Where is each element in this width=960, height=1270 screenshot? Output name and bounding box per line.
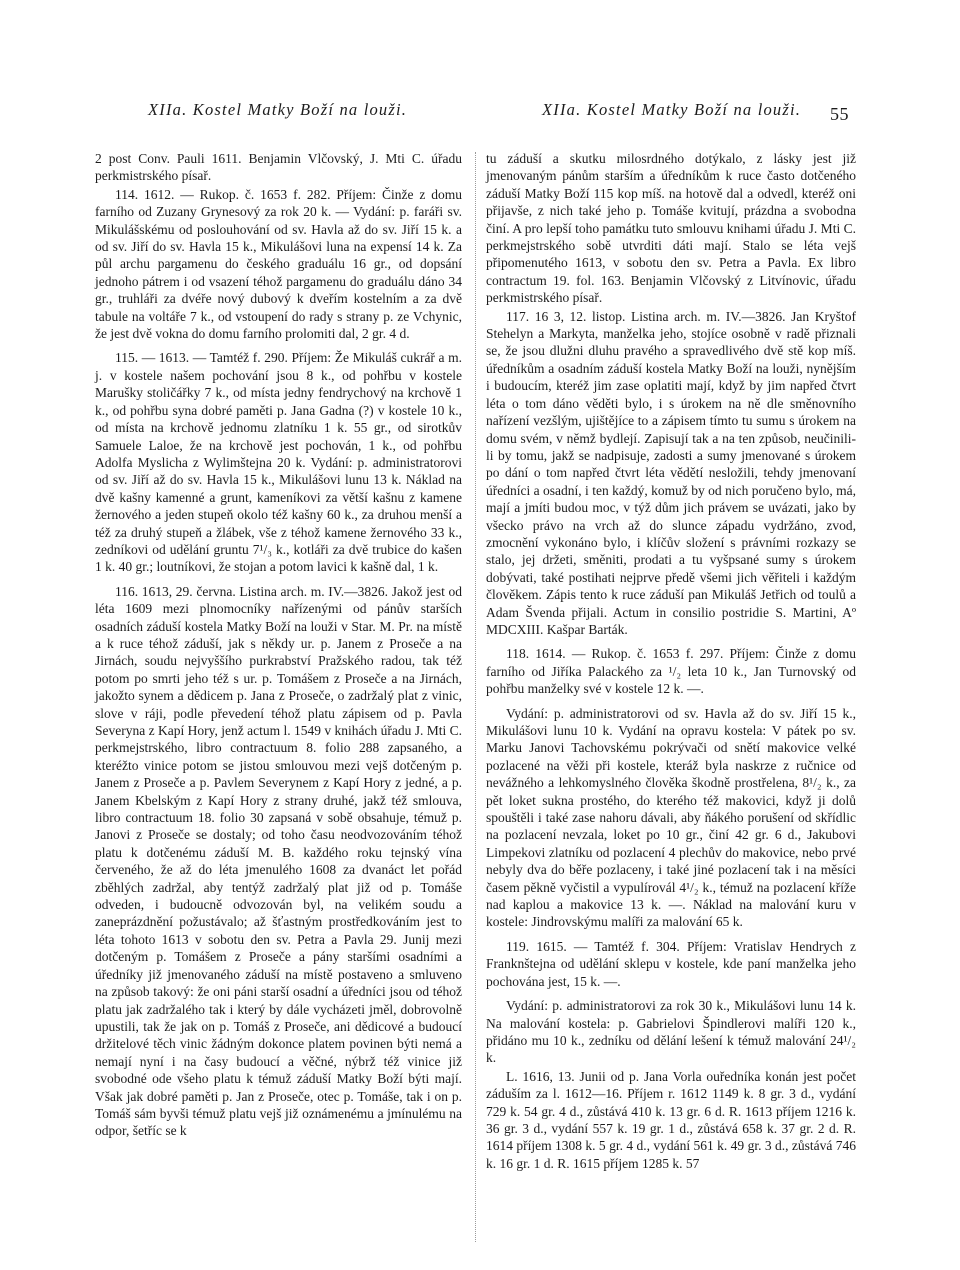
paragraph: 117. 16 3, 12. listop. Listina arch. m. IV.—3826. Jan Kryštof Stehelyn a Markyta, manželka jeho, stojíce osobně v radě přiznali se, že jsou dlužni dluhu pravého a spravedlivého dvě stě kop míš. úředníkům a osadním záduší kostela Matky Boží na louži, nynějším i budoucím, kteréž jim zase oplatiti mají, když by jim napřed čtvrt léta o tom dáno věděti bylo, i s úrokem na ně dle směnovního nařízení vezšlým, ujištějíce to a zápisem tímto tu sumu s úrokem na domu svém, v němž bydlejí. Zapisují tak a na ten způsob, neučinili-li by tomu, jakž se nadpisuje, zadosti a sumy jmenované s úrokem po dání o tom napřed čtvrt léta vědětí nesložili, tehdy jmenovaní úředníci a osadní, i ten každý, komuž by od nich poručeno bylo, má, mají a jmíti budou moc, v týž dům jich právem se uvázati, jako by všecko právo na vrch až do slunce západu vydržáno, zvod, zmocnění vykonáno bylo, i klíčův složení s právními rozkazy se stalo, jej držeti, směniti, prodati a tu vyšpsané sumy s úrokem dobývati, také postihati nejprve předě všemi jich věřiteli i každým člověkem. Zápis tento k ruce záduší pan Mikuláš Jetřich od toulů a Adam Švenda přijali. Actum in consilio postridie S. Martini, Aº MDCXIII. Kašpar Barták. [486, 308, 856, 637]
paragraph: 2 post Conv. Pauli 1611. Benjamin Vlčovský, J. Mti C. úřadu perkmistrského písař. [95, 151, 462, 184]
left-column [95, 150, 462, 1140]
paragraph: 118. 1614. — Rukop. č. 1653 f. 297. Příjem: Činže z domu farního od Jiříka Palackého za ¹/₂ leta 10 k., Jan Turnovský od pohřbu manželky své v kostele 12 k. —. [486, 646, 856, 697]
paragraph: Vydání: p. administratorovi od sv. Havla až do sv. Jiří 15 k., Mikulášovi lunu 10 k. Vydání na opravu kostela: V pátek po sv. Marku Janovi Tachovskému pokrývači od snětí makovice velké pozlacené na věži při kostele, kteráž byla naskrze z ručnice od nevážného a lehkomyslného člověka škodně prostřelena, 8¹/₂ k., za pět loket sukna prostého, do kterého též makovici, když ji dolů spouštěli i také zase nahoru dávali, aby ňákého porušení od skřídlic na pozlacení nevzala, loket po 10 gr., činí 42 gr. 6 d., Jakubovi Limpekovi zlatníku od pozlacení 4 plechův do makovice, nebo prvé nebyly dva do běře pozlaceny, i také jiné pozlacení tak i na měsíci časem pěkně vyčistil a vypulírovál 4¹/₂ k., témuž na pozlacení kříže nad kaplou a makovice 13 k. —. Náklad na malování kuru v kostele: Jindrovskýmu malíři za malování 65 k. [486, 705, 856, 930]
paragraph: 114. 1612. — Rukop. č. 1653 f. 282. Příjem: Činže z domu farního od Zuzany Grynesový za rok 20 k. — Vydání: p. faráři sv. Mikulášskému od poslouhování od sv. Havla až do sv. Jiří 15 k. a od sv. Jiří do sv. Havla 15 k., Mikulášovi luna na expensí 14 k. Za půl archu pargamenu do českého graduálu 16 gr., od dopsání jednoho pátrem i od vsazení téhož pargamenu do graduálu dáno 34 gr., truhláři za dvéře nový dubový k dveřím kostelním a za dvě tabule na voltáře 7 k., od vstoupení do rady s strany p. ze Vchynic, že jest dvě vokna do domu farního prolomiti dal, 2 gr. 4 d. [95, 186, 462, 342]
paragraph: Vydání: p. administratorovi za rok 30 k., Mikulášovi lunu 14 k. Na malování kostela: p. Gabrielovi Špindlerovi malíři 120 k., přidáno mu 10 k., zedníku od dělání lešení k témuž malování 24¹/₂ k. [486, 998, 856, 1066]
paragraph: 115. — 1613. — Tamtéž f. 290. Příjem: Že Mikuláš cukrář a m. j. v kostele našem pochování jsou 8 k., od pohřbu v kostele Marušky stoličářky 7 k., od místa jedny fendrychový na krchově 1 k., od pohřbu syna dobré paměti p. Jana Gadna (?) v kostele 10 k., od místa na krchově jednomu zlatníku 1 k. 55 gr., od sirotkův Samuele Laloe, že na krchově jest pochován, 1 k., od pohřbu Adolfa Myslicha z Wylimštejna 20 k. Vydání: p. administratorovi od sv. Jiří až do sv. Havla 15 k., Mikulášovi lunu 13 k. Náklad na dvě kašny kamenné a grunt, kameníkovi za větší kašnu z kamene žernového a jeden stupeň okolo též kašny 60 k., za druhou menší a též za druhý stupeň a žlábek, vše z téhož kamene žernového 33 k., zedníkovi od udělání gruntu 7¹/₃ k., kotláři za dvě trubice do kašen 1 k. 40 gr.; loutníkovi, že stojan a potom lavici k kašně dal, 1 k. [95, 350, 462, 575]
paragraph: L. 1616, 13. Junii od p. Jana Vorla ouředníka konán jest počet záduším za l. 1612—16. Příjem r. 1612 1149 k. 8 gr. 3 d., vydání 729 k. 54 gr. 4 d., zůstává 410 k. 13 gr. 6 d. R. 1613 příjem 1216 k. 36 gr. 3 d., vydání 557 k. 19 gr. 1 d., zůstává 658 k. 37 gr. 2 d. R. 1614 příjem 1308 k. 5 gr. 4 d., vydání 561 k. 49 gr. 3 d., zůstává 746 k. 16 gr. 1 d. R. 1615 příjem 1285 k. 57 [486, 1068, 856, 1171]
paragraph: tu záduší a skutku milosrdného dotýkalo, z lásky jest již jmenovaným pánům starším a úředníkům k ruce často dotčeného záduší Matky Boží 115 kop míš. na hotově dal a odvedl, kteréž oni přijavše, z nich také jeho p. Tomáše kvitují, prázdna a svobodna činí. A pro lepší toho památku tuto smlouvu knihami úřadu J. Mti C. perkmejstrského sobě utvrditi dáti mají. Stalo se léta vejš připomenutého 1613, v sobotu den sv. Petra a Pavla. Ex libro contractum 19. fol. 163. Benjamin Vlčovský z Litvínovic, úřadu perkmistrského písař. [486, 151, 856, 306]
page-number: 55 [830, 104, 849, 124]
paragraph: 119. 1615. — Tamtéž f. 304. Příjem: Vratislav Hendrych z Franknštejna od udělání sklepu v kostele, kde paní manželka jeho pochována jest, 15 k. —. [486, 938, 856, 989]
right-column [486, 150, 856, 1172]
running-head [0, 100, 960, 130]
column-divider [475, 152, 476, 1242]
paragraph: 116. 1613, 29. června. Listina arch. m. IV.—3826. Jakož jest od léta 1609 mezi plnomocníky nařízenými od pánův starších osadních záduší kostela Matky Boží na louži v Star. M. Pr. na místě a k ruce téhož záduší, jak s někdy ur. p. Janem z Proseče a na Jirnách, soudu nejvyššího purkrabství Pražského radou, tak též potom po smrti jeho též s ur. p. Tomášem z Proseče a na Jirnách, jakožto synem a dědicem p. Jana z Proseče, o zadržalý plat z vinic, slove v ráji, podle převedení téhož platu zápisem od p. Pavla Severyna z Kapí Hory, jenž actum l. 1549 v knihách úřadu J. Mti C. perkmejstrského, libro contractuum 8. folio 288 zapsaného, a kteréžto vinice potom se jistou smlouvou mezi vejš dotčeným p. Janem z Proseče a p. Pavlem Severynem z Kapí Hory z jedné, a p. Janem Kbelským z Kapí Hory z strany druhé, jakž též smlouva, libro contractuum 18. folio 30 zapsaná v sobě obsahuje, témuž p. Janovi z Proseče se dostaly; od toho času neodvozováním téhož platu k dotčenému záduší M. B. každého roku tejnský vína červeného, že až do léta jmenulého 1608 za dvanáct let pořád zběhlých zadržal, aby tentýž zadržalý plat již od p. Tomáše odveden, i budoucně odvozován byl, na velikém soudu a zaneprázdnění požustávalo; až šťastným prostředkováním jest to léta tohoto 1613 v sobotu den sv. Petra a Pavla 29. Junij mezi dotčeným p. Tomášem z Proseče a pány staršími osadními a úředníky již jmenovaného záduší na místě postaveno a smluveno na způsob takový: že oni páni starší osadní a úředníci jsou od téhož platu jak zadržalého tak i který by dále vycházeti jměl, dobrovolně upustili, tak že jak on p. Tomáš z Proseče, ani dědicové a budoucí držitelové těch vinic žádným dokonce platem povinen býti nemá a nemají nyní i na časy budoucí a věčné, nýbrž též vinice již svobodné ode všeho platu k témuž záduší Matky Boží býti mají. Však jak dobré paměti p. Jan z Proseče, otec p. Tomáše, tak i on p. Tomáš sám byvši témuž platu vejš již oznámenému a jmínulému na odpor, šetříc se k [95, 583, 462, 1139]
running-head-right: XIIa. Kostel Matky Boží na louži. [542, 100, 802, 119]
running-head-left: XIIa. Kostel Matky Boží na louži. [148, 100, 408, 119]
